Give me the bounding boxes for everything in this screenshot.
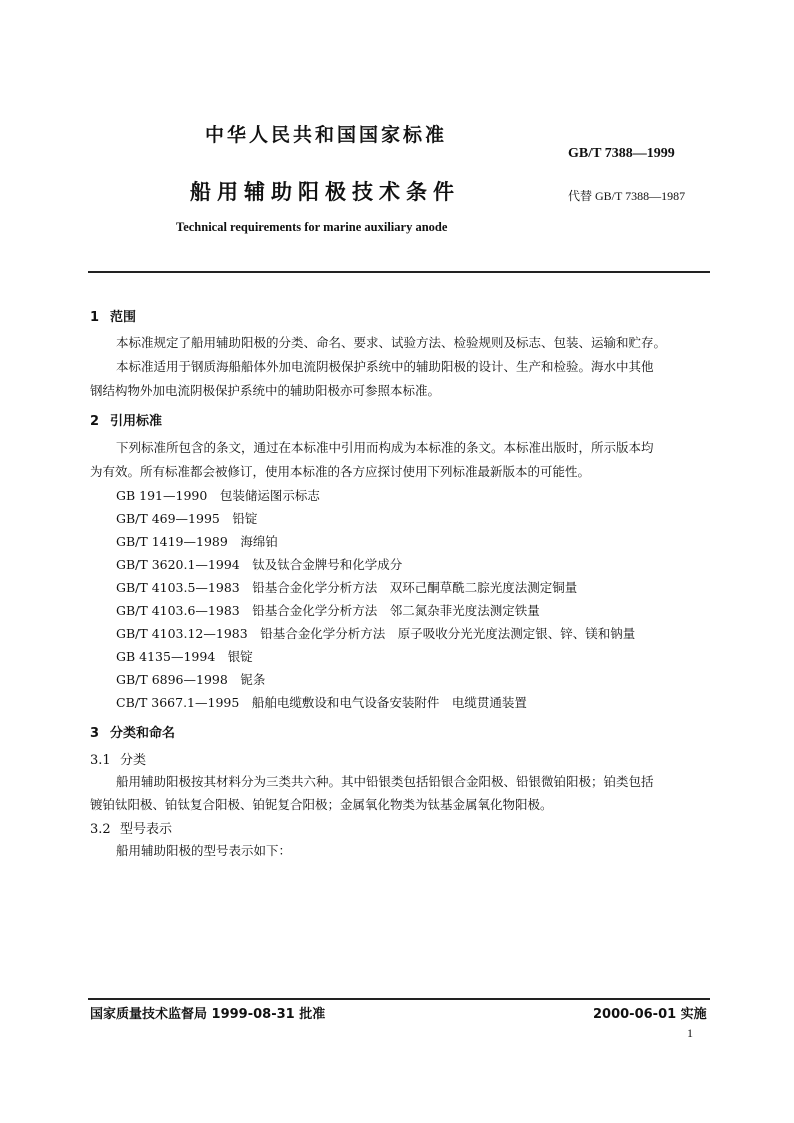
section-3-heading [90,722,175,741]
subsection-3-1-heading [90,749,146,768]
document-title: 船用辅助阳极技术条件 [190,180,460,204]
standard-number: GB/T 7388—1999 [568,146,675,161]
reference-standard-item: GB/T 4103.12—1983 铅基合金化学分析方法 原子吸收分光光度法测定银、锌、镁和钠量 [116,626,636,641]
reference-standard-item: GB/T 6896—1998 铌条 [116,672,266,687]
subsection-3-2-title: 型号表示 [120,822,173,837]
section-2-title: 引用标准 [110,414,163,429]
section-3-number: 3 [90,726,100,741]
section-1-title: 范围 [110,310,137,325]
section-1-heading [90,306,136,325]
national-standard-title: 中华人民共和国国家标准 [205,124,448,146]
footer-divider [88,998,710,1000]
replaces-standard: 代替 GB/T 7388—1987 [568,189,686,203]
subsection-3-2-paragraph: 船用辅助阳极的型号表示如下： [116,843,292,858]
section-2-paragraph-line-2: 为有效。所有标准都会被修订，使用本标准的各方应探讨使用下列标准最新版本的可能性。 [90,464,591,479]
subsection-3-1-paragraph-line-2: 镀铂钛阳极、铂钛复合阳极、铂铌复合阳极；金属氧化物类为钛基金属氧化物阳极。 [90,797,553,812]
subsection-3-2-heading [90,818,172,837]
subsection-3-1-title: 分类 [120,753,147,768]
reference-standard-item: GB/T 4103.5—1983 铅基合金化学分析方法 双环己酮草酰二腙光度法测定铜量 [116,580,578,595]
reference-standard-item: GB 191—1990 包装储运图示标志 [116,488,320,503]
section-2-paragraph-line-1: 下列标准所包含的条文，通过在本标准中引用而构成为本标准的条文。本标准出版时，所示版本均 [116,440,654,455]
subsection-3-1-paragraph-line-1: 船用辅助阳极按其材料分为三类共六种。其中铅银类包括铅银合金阳极、铅银微铂阳极；铂类包括 [116,774,654,789]
subsection-3-1-number: 3.1 [90,753,111,768]
subsection-3-2-number: 3.2 [90,822,111,837]
section-1-number: 1 [90,310,100,325]
approval-date: 国家质量技术监督局 1999-08-31 批准 [90,1007,326,1022]
reference-standard-item: GB 4135—1994 银锭 [116,649,253,664]
section-2-heading [90,410,162,429]
reference-standard-item: GB/T 469—1995 铅锭 [116,511,258,526]
section-1-paragraph-2-line-2: 钢结构物外加电流阴极保护系统中的辅助阳极亦可参照本标准。 [90,383,441,398]
reference-standard-item: GB/T 4103.6—1983 铅基合金化学分析方法 邻二氮杂菲光度法测定铁量 [116,603,540,618]
header-divider [88,271,710,273]
page-number: 1 [687,1026,693,1040]
reference-standard-item: CB/T 3667.1—1995 船舶电缆敷设和电气设备安装附件 电缆贯通装置 [116,695,527,710]
section-1-paragraph-1: 本标准规定了船用辅助阳极的分类、命名、要求、试验方法、检验规则及标志、包装、运输和贮存。 [116,335,667,350]
section-2-number: 2 [90,414,100,429]
reference-standard-item: GB/T 3620.1—1994 钛及钛合金牌号和化学成分 [116,557,403,572]
implementation-date: 2000-06-01 实施 [593,1007,707,1022]
section-1-paragraph-2-line-1: 本标准适用于钢质海船船体外加电流阴极保护系统中的辅助阳极的设计、生产和检验。海水中其他 [116,359,654,374]
english-title: Technical requirements for marine auxiliary anode [176,220,448,234]
section-3-title: 分类和命名 [110,726,176,741]
reference-standard-item: GB/T 1419—1989 海绵铂 [116,534,278,549]
